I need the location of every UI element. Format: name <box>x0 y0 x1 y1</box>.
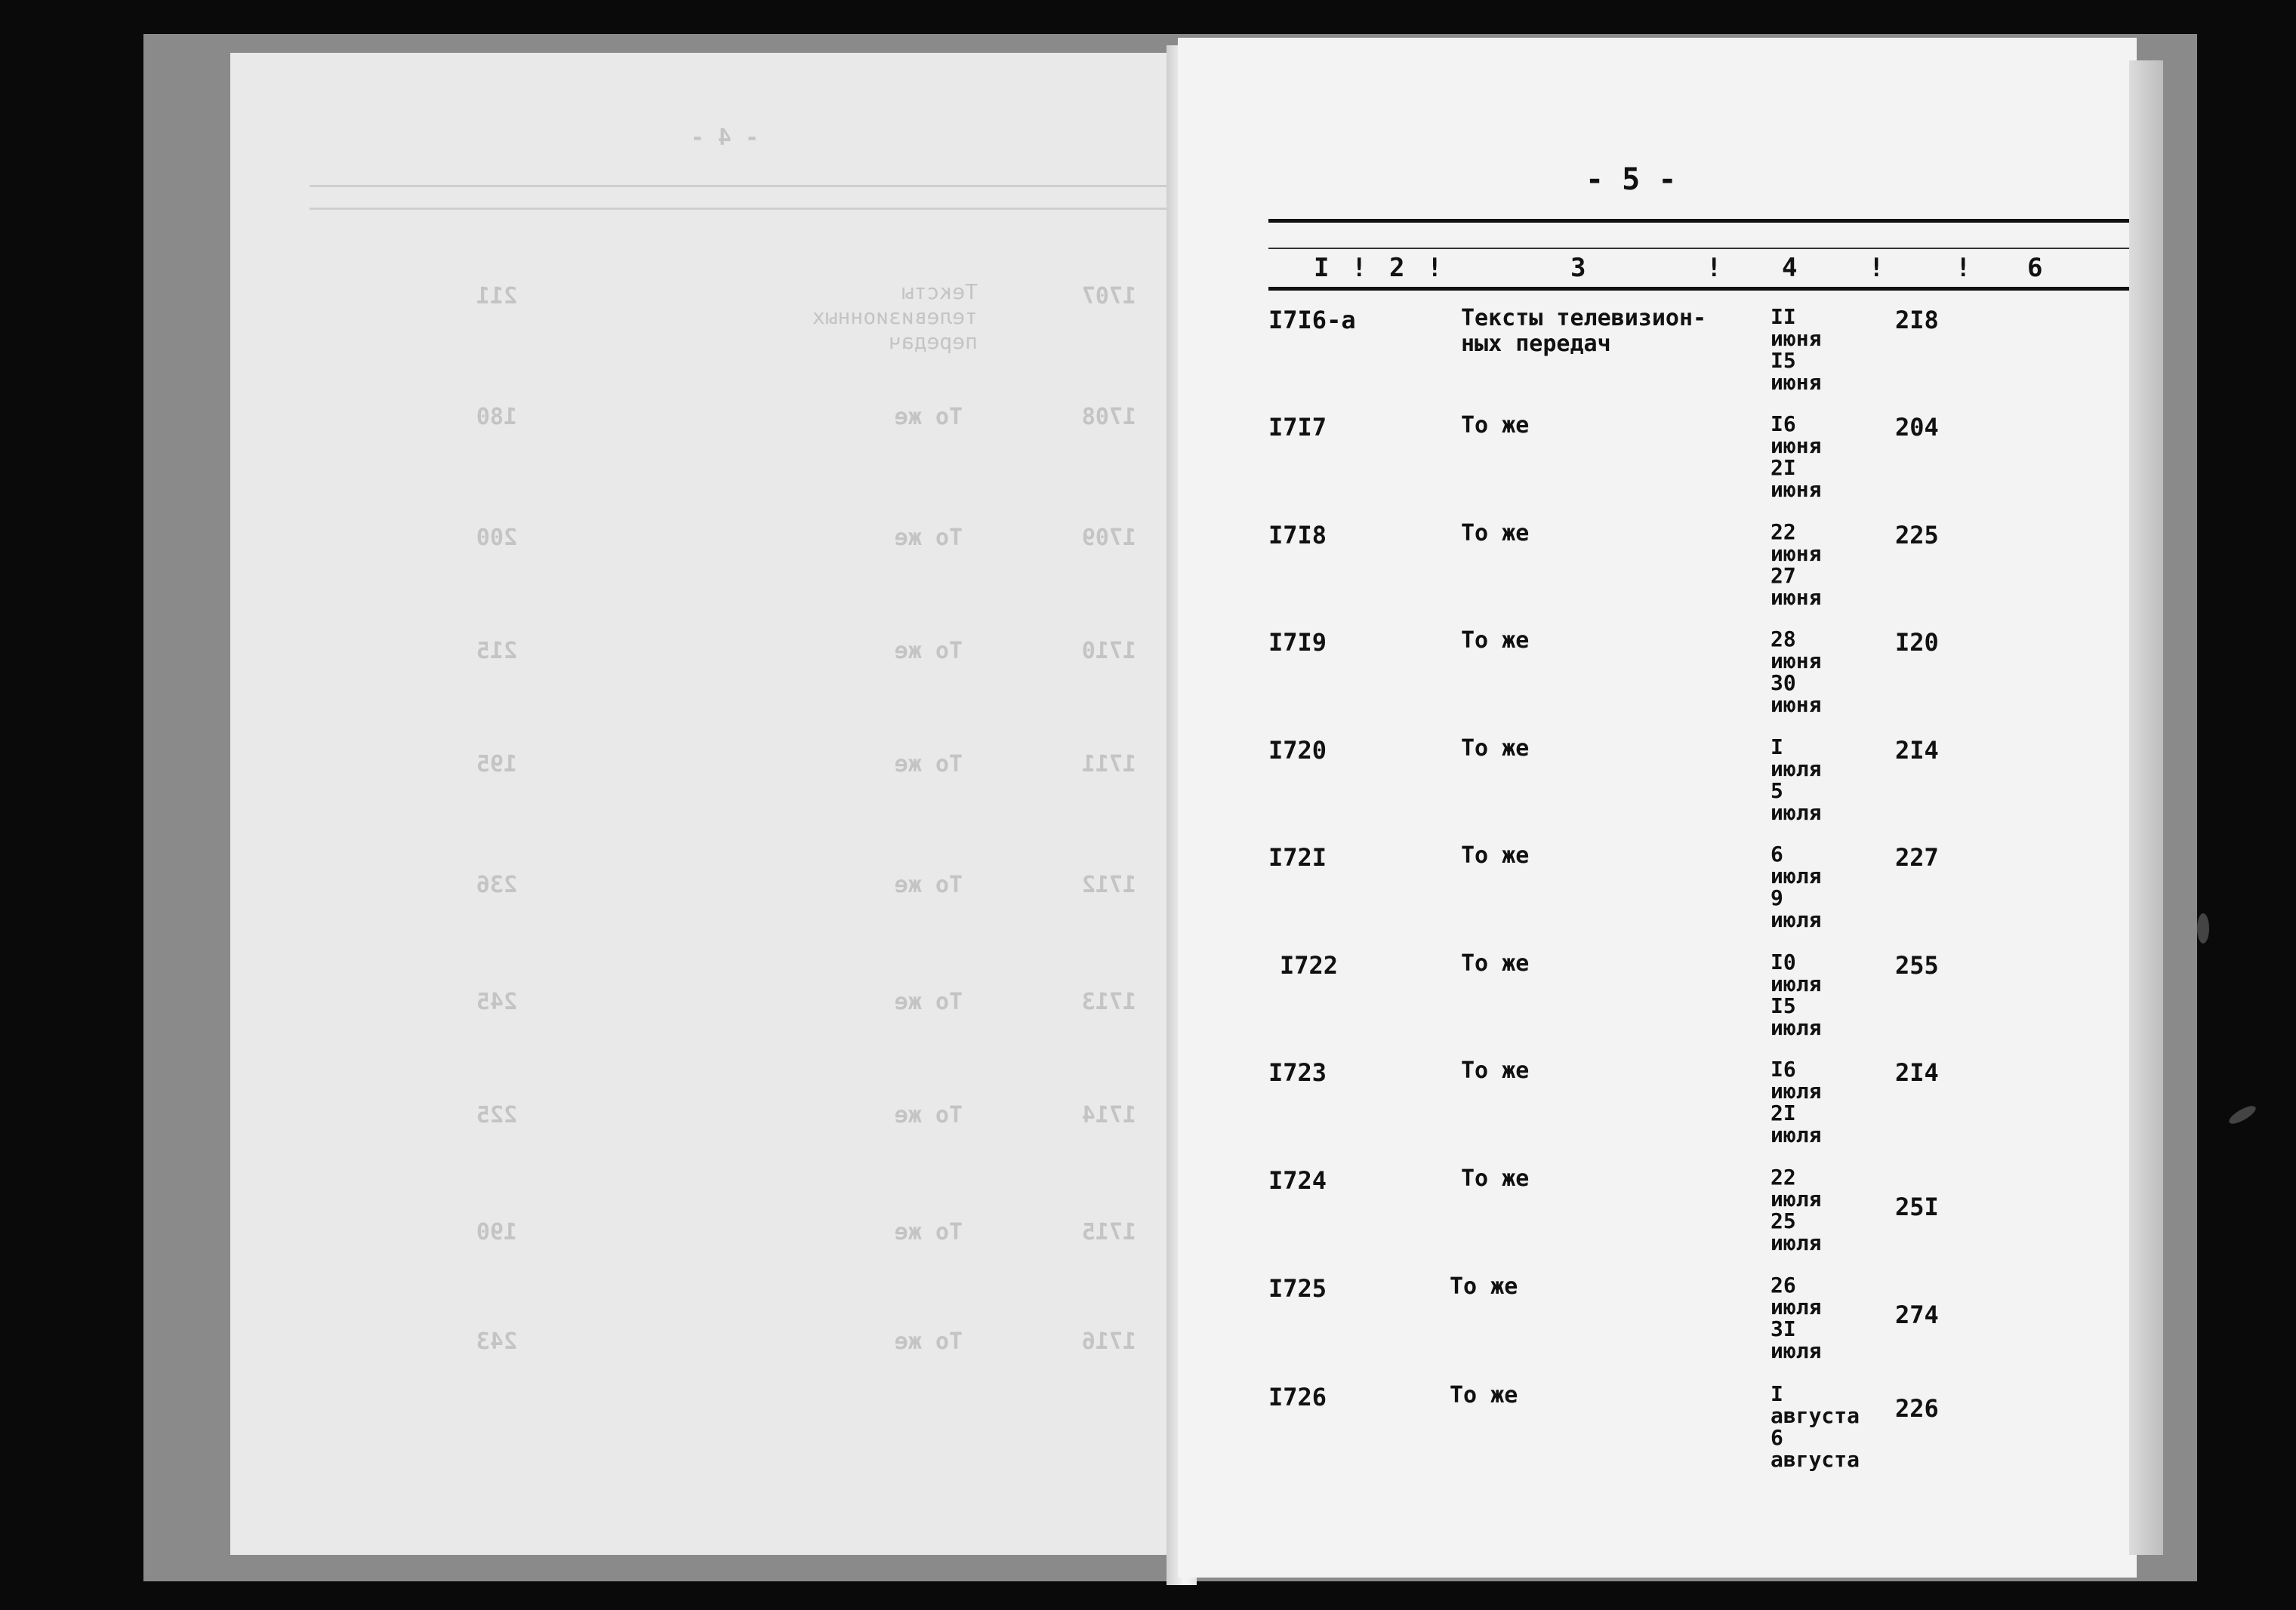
left-row-title: То же <box>894 1102 963 1128</box>
left-row-no: 1714 <box>1081 1102 1136 1128</box>
row-dates <box>1771 306 1891 393</box>
left-row-no: 1713 <box>1081 989 1136 1015</box>
end-day: 3I <box>1771 1316 1796 1341</box>
start-month: июля <box>1771 863 1822 888</box>
start-month: августа <box>1771 1403 1860 1428</box>
left-page-number: - 4 - <box>690 125 759 151</box>
row-dates <box>1771 1166 1891 1254</box>
row-pages: 226 <box>1895 1394 1939 1423</box>
left-row-pages: 225 <box>476 1102 517 1128</box>
left-row-title: То же <box>894 872 963 898</box>
table-row <box>1178 951 2137 1057</box>
end-month: июля <box>1771 907 1822 932</box>
row-dates <box>1771 736 1891 823</box>
start-day: I0 <box>1771 950 1796 974</box>
start-day: I6 <box>1771 411 1796 436</box>
row-dates <box>1771 1058 1891 1146</box>
ink-speck <box>2227 1103 2258 1127</box>
row-number: I72I <box>1268 843 1327 872</box>
row-dates <box>1771 1383 1906 1470</box>
column-separator: ! <box>1869 253 1885 283</box>
row-title: То же <box>1461 520 1530 546</box>
column-header-6: 6 <box>2027 253 2043 283</box>
left-row-title: То же <box>894 1219 963 1245</box>
start-day: 26 <box>1771 1273 1796 1298</box>
left-row-title: То же <box>894 1328 963 1355</box>
row-title: То же <box>1461 842 1530 869</box>
row-pages: 204 <box>1895 413 1939 442</box>
table-row <box>1178 1166 2137 1272</box>
left-row-pages: 243 <box>476 1328 517 1355</box>
end-month: июня <box>1771 585 1822 610</box>
header-bottom-rule <box>1268 287 2137 291</box>
left-row-no: 1707 <box>1081 283 1136 309</box>
start-month: июля <box>1771 756 1822 781</box>
left-row-no: 1709 <box>1081 525 1136 551</box>
row-pages: 255 <box>1895 951 1939 980</box>
left-row-title: Тексты телевизионных передач <box>812 279 978 354</box>
left-page-mirrored-content <box>230 53 1182 1555</box>
header-top-rule <box>1268 219 2137 223</box>
left-row-pages: 180 <box>476 404 517 430</box>
start-day: I <box>1771 1381 1783 1406</box>
row-pages: 227 <box>1895 843 1939 872</box>
row-title: Тексты телевизион-ных передач <box>1461 305 1707 357</box>
row-dates <box>1771 521 1891 608</box>
end-day: 2I <box>1771 455 1796 480</box>
column-separator: ! <box>1351 253 1367 283</box>
row-dates <box>1771 1274 1891 1362</box>
row-title: То же <box>1450 1382 1518 1408</box>
end-day: I5 <box>1771 993 1796 1018</box>
row-pages: 225 <box>1895 521 1939 549</box>
header-top-rule-thin <box>1268 248 2137 249</box>
column-header-2: 2 <box>1389 253 1405 283</box>
row-pages: 274 <box>1895 1301 1939 1329</box>
left-row-pages: 211 <box>476 283 517 309</box>
row-number: I724 <box>1268 1166 1327 1195</box>
row-pages: 2I8 <box>1895 306 1939 334</box>
column-header-3: 3 <box>1570 253 1586 283</box>
row-dates <box>1771 413 1891 500</box>
end-month: июня <box>1771 370 1822 395</box>
row-title: То же <box>1461 1165 1530 1192</box>
end-day: 5 <box>1771 778 1783 803</box>
row-number: I720 <box>1268 736 1327 765</box>
end-month: июля <box>1771 1230 1822 1255</box>
start-month: июня <box>1771 433 1822 458</box>
start-day: I <box>1771 734 1783 759</box>
left-row-pages: 200 <box>476 525 517 551</box>
row-title: То же <box>1450 1273 1518 1300</box>
row-pages: 2I4 <box>1895 1058 1939 1087</box>
left-row-title: То же <box>894 404 963 430</box>
start-day: 22 <box>1771 519 1796 544</box>
left-row-no: 1715 <box>1081 1219 1136 1245</box>
left-page <box>230 53 1182 1555</box>
column-separator: ! <box>1706 253 1722 283</box>
column-header-4: 4 <box>1782 253 1798 283</box>
end-month: июня <box>1771 692 1822 717</box>
end-day: 9 <box>1771 885 1783 910</box>
start-day: II <box>1771 304 1796 329</box>
column-separator: ! <box>1427 253 1443 283</box>
start-month: июля <box>1771 1079 1822 1104</box>
start-day: 22 <box>1771 1165 1796 1190</box>
start-month: июля <box>1771 971 1822 996</box>
table-row <box>1178 628 2137 734</box>
left-row-title: То же <box>894 525 963 551</box>
start-month: июня <box>1771 648 1822 673</box>
row-pages: 25I <box>1895 1193 1939 1221</box>
page-edge <box>2129 60 2163 1555</box>
left-row-no: 1712 <box>1081 872 1136 898</box>
row-title: То же <box>1461 950 1530 977</box>
end-month: июля <box>1771 800 1822 825</box>
end-day: 27 <box>1771 563 1796 588</box>
table-row <box>1178 843 2137 949</box>
left-row-no: 1716 <box>1081 1328 1136 1355</box>
left-row-no: 1708 <box>1081 404 1136 430</box>
left-row-pages: 245 <box>476 989 517 1015</box>
end-day: 2I <box>1771 1101 1796 1125</box>
row-number: I7I9 <box>1268 628 1327 657</box>
left-header-rule-2 <box>310 208 1170 210</box>
end-month: июня <box>1771 477 1822 502</box>
start-day: I6 <box>1771 1057 1796 1082</box>
end-month: июля <box>1771 1015 1822 1040</box>
table-row <box>1178 521 2137 626</box>
row-title: То же <box>1461 412 1530 439</box>
left-header-rule <box>310 185 1170 187</box>
row-title: То же <box>1461 735 1530 762</box>
end-day: 25 <box>1771 1208 1796 1233</box>
column-header-1: I <box>1314 253 1330 283</box>
end-day: 6 <box>1771 1425 1783 1450</box>
table-row <box>1178 736 2137 842</box>
table-row <box>1178 413 2137 519</box>
left-row-pages: 195 <box>476 751 517 777</box>
row-title: То же <box>1461 1057 1530 1084</box>
start-month: июля <box>1771 1294 1822 1319</box>
table-row <box>1178 1383 2137 1488</box>
right-page <box>1178 38 2137 1578</box>
table-row <box>1178 1274 2137 1380</box>
row-pages: 2I4 <box>1895 736 1939 765</box>
end-month: августа <box>1771 1447 1860 1472</box>
table-row <box>1178 1058 2137 1164</box>
end-month: июля <box>1771 1338 1822 1363</box>
row-pages: I20 <box>1895 628 1939 657</box>
end-day: I5 <box>1771 348 1796 373</box>
start-month: июня <box>1771 541 1822 566</box>
start-month: июня <box>1771 326 1822 351</box>
end-month: июля <box>1771 1122 1822 1147</box>
start-day: 28 <box>1771 626 1796 651</box>
row-number: I726 <box>1268 1383 1327 1411</box>
row-number: I722 <box>1280 951 1339 980</box>
row-number: I723 <box>1268 1058 1327 1087</box>
left-row-no: 1711 <box>1081 751 1136 777</box>
left-row-pages: 236 <box>476 872 517 898</box>
start-month: июля <box>1771 1187 1822 1211</box>
left-row-title: То же <box>894 989 963 1015</box>
start-day: 6 <box>1771 842 1783 867</box>
page-number: - 5 - <box>1586 162 1677 197</box>
row-dates <box>1771 628 1891 716</box>
row-title: То же <box>1461 627 1530 654</box>
row-number: I7I6-а <box>1268 306 1356 334</box>
left-row-pages: 190 <box>476 1219 517 1245</box>
table-row <box>1178 306 2137 411</box>
row-dates <box>1771 843 1891 931</box>
row-dates <box>1771 951 1891 1039</box>
left-row-no: 1710 <box>1081 638 1136 664</box>
left-row-pages: 215 <box>476 638 517 664</box>
left-row-title: То же <box>894 751 963 777</box>
row-number: I725 <box>1268 1274 1327 1303</box>
end-day: 30 <box>1771 670 1796 695</box>
ink-speck <box>2197 913 2209 944</box>
left-row-title: То же <box>894 638 963 664</box>
column-separator: ! <box>1955 253 1971 283</box>
row-number: I7I7 <box>1268 413 1327 442</box>
row-number: I7I8 <box>1268 521 1327 549</box>
